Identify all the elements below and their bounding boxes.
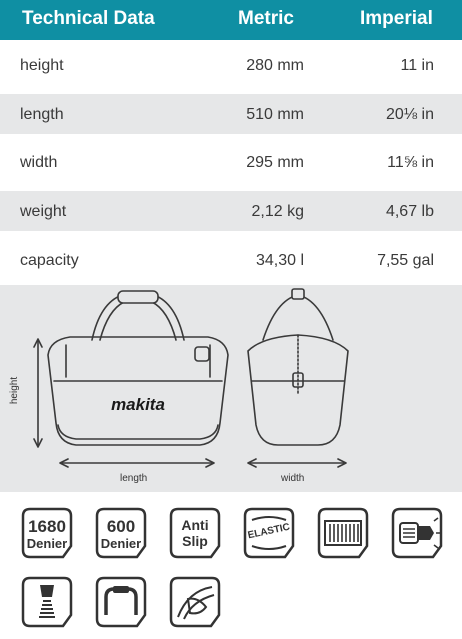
buckle-icon: [390, 506, 444, 560]
table-row: [0, 45, 462, 85]
row-metric-value: 34,30 l: [255, 252, 304, 269]
row-imperial-value: 7,55 gal: [377, 252, 434, 269]
table-row: [0, 240, 462, 280]
anti-slip-icon: Anti Slip: [168, 506, 222, 560]
row-imperial-value: 11⅝ in: [387, 154, 434, 171]
row-label: length: [20, 106, 64, 123]
width-label: width: [281, 473, 305, 484]
row-metric-value: 2,12 kg: [251, 203, 304, 220]
row-metric-value: 280 mm: [246, 57, 304, 74]
fabric-600-denier-icon: 600 Denier: [94, 506, 148, 560]
brand-logo: makita: [111, 395, 165, 414]
shoulder-strap-icon: [168, 575, 222, 629]
handle-icon: [94, 575, 148, 629]
header-imperial: Imperial: [360, 8, 433, 29]
row-imperial-value: 20⅛ in: [385, 106, 434, 123]
table-header: [0, 0, 462, 40]
row-label: width: [20, 154, 58, 171]
header-technical-data: Technical Data: [22, 8, 155, 29]
height-label: height: [9, 376, 21, 405]
row-label: weight: [20, 203, 67, 220]
row-imperial-value: 4,67 lb: [385, 203, 434, 220]
zipper-icon: [20, 575, 74, 629]
header-metric: Metric: [238, 8, 294, 29]
row-imperial-value: 11 in: [400, 57, 434, 74]
row-metric-value: 510 mm: [246, 106, 304, 123]
reinforced-strap-icon: [316, 506, 370, 560]
row-metric-value: 295 mm: [246, 154, 304, 171]
table-row: [0, 94, 462, 134]
length-label: length: [120, 473, 148, 484]
row-label: capacity: [20, 252, 79, 269]
table-row: [0, 142, 462, 182]
bag-dimension-diagram: [0, 285, 462, 492]
row-label: height: [20, 57, 64, 74]
bag-drawing: [0, 285, 462, 492]
table-row: [0, 191, 462, 231]
fabric-1680-denier-icon: 1680 Denier: [20, 506, 74, 560]
elastic-icon: ELASTIC: [242, 506, 296, 560]
